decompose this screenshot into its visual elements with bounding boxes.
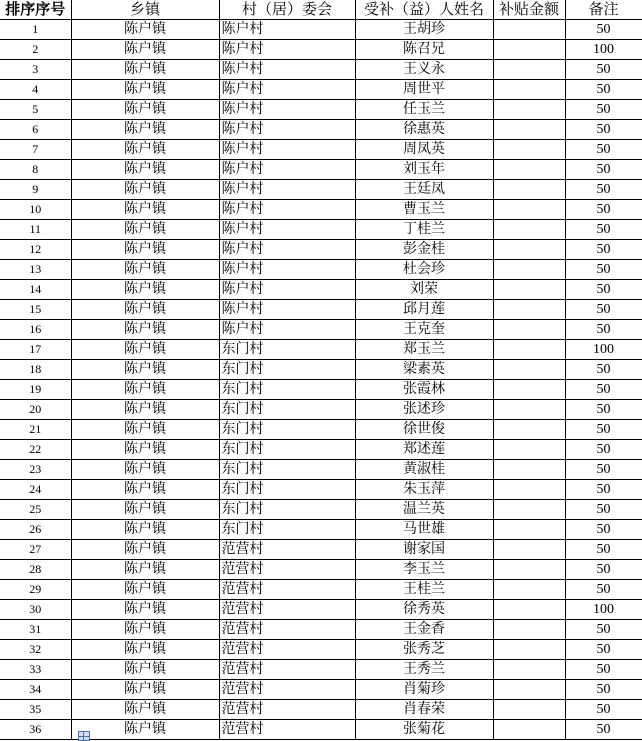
cell-town[interactable]: 陈户镇 [71,500,219,520]
cell-serial-number[interactable]: 21 [0,420,71,440]
cell-serial-number[interactable]: 30 [0,600,71,620]
cell-town[interactable]: 陈户镇 [71,380,219,400]
cell-village-committee[interactable]: 东门村 [219,400,355,420]
cell-serial-number[interactable]: 25 [0,500,71,520]
cell-subsidy-amount[interactable] [493,140,565,160]
cell-subsidy-amount[interactable] [493,580,565,600]
table-row [0,200,642,220]
cell-village-committee[interactable]: 范营村 [219,560,355,580]
cell-note[interactable]: 50 [565,700,642,720]
cell-subsidy-amount[interactable] [493,500,565,520]
cell-town[interactable]: 陈户镇 [71,460,219,480]
cell-recipient-name[interactable]: 王桂兰 [355,580,493,600]
cell-serial-number[interactable]: 15 [0,300,71,320]
cell-town[interactable]: 陈户镇 [71,440,219,460]
cell-town[interactable]: 陈户镇 [71,420,219,440]
cell-village-committee[interactable]: 陈户村 [219,280,355,300]
table-row [0,120,642,140]
cell-serial-number[interactable]: 29 [0,580,71,600]
cell-note[interactable]: 50 [565,500,642,520]
cell-note[interactable]: 50 [565,720,642,740]
cell-town[interactable]: 陈户镇 [71,280,219,300]
column-header-village-committee[interactable]: 村（居）委会 [219,0,355,20]
table-row [0,100,642,120]
cell-subsidy-amount[interactable] [493,640,565,660]
table-row [0,280,642,300]
cell-town[interactable]: 陈户镇 [71,60,219,80]
cell-subsidy-amount[interactable] [493,120,565,140]
cell-recipient-name[interactable]: 郑玉兰 [355,340,493,360]
cell-note[interactable]: 50 [565,80,642,100]
cell-recipient-name[interactable]: 郑述莲 [355,440,493,460]
cell-town[interactable]: 陈户镇 [71,360,219,380]
cell-note[interactable]: 100 [565,600,642,620]
cell-subsidy-amount[interactable] [493,700,565,720]
cell-recipient-name[interactable]: 邱月莲 [355,300,493,320]
cell-recipient-name[interactable]: 朱玉萍 [355,480,493,500]
header-row [0,0,642,20]
cell-subsidy-amount[interactable] [493,80,565,100]
table-row [0,600,642,620]
table-row [0,520,642,540]
cell-subsidy-amount[interactable] [493,660,565,680]
cell-serial-number[interactable]: 5 [0,100,71,120]
cell-note[interactable]: 50 [565,260,642,280]
cell-subsidy-amount[interactable] [493,160,565,180]
cell-village-committee[interactable]: 东门村 [219,480,355,500]
cell-subsidy-amount[interactable] [493,680,565,700]
cell-subsidy-amount[interactable] [493,420,565,440]
cell-serial-number[interactable]: 6 [0,120,71,140]
cell-note[interactable]: 50 [565,440,642,460]
cell-serial-number[interactable]: 10 [0,200,71,220]
cell-town[interactable]: 陈户镇 [71,480,219,500]
cell-serial-number[interactable]: 1 [0,20,71,40]
cell-note[interactable]: 50 [565,640,642,660]
cell-village-committee[interactable]: 陈户村 [219,160,355,180]
cell-note[interactable]: 50 [565,560,642,580]
table-row [0,380,642,400]
table-row [0,620,642,640]
table-row [0,300,642,320]
cell-recipient-name[interactable]: 徐秀英 [355,600,493,620]
table-row [0,560,642,580]
table-row [0,180,642,200]
cell-town[interactable]: 陈户镇 [71,160,219,180]
cell-serial-number[interactable]: 27 [0,540,71,560]
table-row [0,140,642,160]
cell-serial-number[interactable]: 36 [0,720,71,740]
column-header-subsidy-amount[interactable]: 补贴金额 [493,0,565,20]
cell-serial-number[interactable]: 8 [0,160,71,180]
cell-note[interactable]: 50 [565,220,642,240]
cell-recipient-name[interactable]: 彭金桂 [355,240,493,260]
cell-note[interactable]: 50 [565,380,642,400]
cell-subsidy-amount[interactable] [493,540,565,560]
cell-town[interactable]: 陈户镇 [71,300,219,320]
cell-town[interactable]: 陈户镇 [71,80,219,100]
cell-town[interactable]: 陈户镇 [71,240,219,260]
cell-recipient-name[interactable]: 张述珍 [355,400,493,420]
cell-note[interactable]: 50 [565,400,642,420]
cell-village-committee[interactable]: 陈户村 [219,240,355,260]
cell-town[interactable]: 陈户镇 [71,200,219,220]
cell-village-committee[interactable]: 东门村 [219,440,355,460]
table-row [0,60,642,80]
cell-subsidy-amount[interactable] [493,180,565,200]
cell-village-committee[interactable]: 陈户村 [219,220,355,240]
cell-note[interactable]: 50 [565,160,642,180]
cell-note[interactable]: 50 [565,540,642,560]
table-row [0,260,642,280]
cell-village-committee[interactable]: 范营村 [219,640,355,660]
cell-village-committee[interactable]: 东门村 [219,380,355,400]
cell-recipient-name[interactable]: 刘荣 [355,280,493,300]
cell-town[interactable]: 陈户镇 [71,140,219,160]
cell-serial-number[interactable]: 4 [0,80,71,100]
cell-recipient-name[interactable]: 温兰英 [355,500,493,520]
cell-village-committee[interactable]: 陈户村 [219,40,355,60]
cell-town[interactable]: 陈户镇 [71,100,219,120]
cell-note[interactable]: 50 [565,360,642,380]
cell-village-committee[interactable]: 范营村 [219,660,355,680]
cell-note[interactable]: 50 [565,200,642,220]
cell-subsidy-amount[interactable] [493,60,565,80]
cell-note[interactable]: 50 [565,620,642,640]
cell-note[interactable]: 50 [565,180,642,200]
cell-recipient-name[interactable]: 张秀芝 [355,640,493,660]
cell-subsidy-amount[interactable] [493,440,565,460]
cell-serial-number[interactable]: 12 [0,240,71,260]
cell-village-committee[interactable]: 陈户村 [219,140,355,160]
cell-town[interactable]: 陈户镇 [71,680,219,700]
cell-subsidy-amount[interactable] [493,260,565,280]
cell-recipient-name[interactable]: 马世雄 [355,520,493,540]
cell-note[interactable]: 50 [565,280,642,300]
table-row [0,220,642,240]
cell-serial-number[interactable]: 2 [0,40,71,60]
cell-note[interactable]: 100 [565,40,642,60]
cell-subsidy-amount[interactable] [493,720,565,740]
cell-town[interactable]: 陈户镇 [71,520,219,540]
cell-recipient-name[interactable]: 王义永 [355,60,493,80]
cell-subsidy-amount[interactable] [493,100,565,120]
cell-serial-number[interactable]: 35 [0,700,71,720]
cell-village-committee[interactable]: 陈户村 [219,320,355,340]
cell-serial-number[interactable]: 18 [0,360,71,380]
cell-note[interactable]: 50 [565,320,642,340]
cell-recipient-name[interactable]: 谢家国 [355,540,493,560]
column-header-recipient-name[interactable]: 受补（益）人姓名 [355,0,493,20]
table-row [0,540,642,560]
cell-town[interactable]: 陈户镇 [71,20,219,40]
table-row [0,680,642,700]
table-row [0,340,642,360]
cell-note[interactable]: 50 [565,680,642,700]
cell-recipient-name[interactable]: 徐惠英 [355,120,493,140]
cell-town[interactable]: 陈户镇 [71,40,219,60]
cell-recipient-name[interactable]: 张菊花 [355,720,493,740]
cell-serial-number[interactable]: 13 [0,260,71,280]
cell-village-committee[interactable]: 陈户村 [219,20,355,40]
cell-serial-number[interactable]: 22 [0,440,71,460]
cell-note[interactable]: 50 [565,580,642,600]
cell-town[interactable]: 陈户镇 [71,720,219,740]
cell-village-committee[interactable]: 东门村 [219,420,355,440]
cell-recipient-name[interactable]: 周凤英 [355,140,493,160]
table-row [0,20,642,40]
cell-subsidy-amount[interactable] [493,400,565,420]
cell-town[interactable]: 陈户镇 [71,540,219,560]
cell-subsidy-amount[interactable] [493,200,565,220]
table-row [0,580,642,600]
cell-subsidy-amount[interactable] [493,360,565,380]
cell-note[interactable]: 50 [565,240,642,260]
cell-town[interactable]: 陈户镇 [71,580,219,600]
cell-serial-number[interactable]: 16 [0,320,71,340]
cell-village-committee[interactable]: 陈户村 [219,300,355,320]
cell-town[interactable]: 陈户镇 [71,600,219,620]
cell-recipient-name[interactable]: 任玉兰 [355,100,493,120]
cell-note[interactable]: 50 [565,520,642,540]
cell-serial-number[interactable]: 26 [0,520,71,540]
cell-recipient-name[interactable]: 曹玉兰 [355,200,493,220]
cell-note[interactable]: 50 [565,480,642,500]
cell-recipient-name[interactable]: 王秀兰 [355,660,493,680]
cell-subsidy-amount[interactable] [493,460,565,480]
cell-note[interactable]: 50 [565,100,642,120]
cell-serial-number[interactable]: 20 [0,400,71,420]
cell-recipient-name[interactable]: 刘玉年 [355,160,493,180]
cell-serial-number[interactable]: 34 [0,680,71,700]
cell-town[interactable]: 陈户镇 [71,180,219,200]
cell-village-committee[interactable]: 范营村 [219,540,355,560]
cell-recipient-name[interactable]: 黄淑桂 [355,460,493,480]
table-row [0,320,642,340]
table-row [0,40,642,60]
cell-note[interactable]: 50 [565,660,642,680]
cell-serial-number[interactable]: 7 [0,140,71,160]
column-header-town[interactable]: 乡镇 [71,0,219,20]
table-row [0,640,642,660]
cell-recipient-name[interactable]: 丁桂兰 [355,220,493,240]
cell-serial-number[interactable]: 14 [0,280,71,300]
cell-town[interactable]: 陈户镇 [71,260,219,280]
cell-serial-number[interactable]: 32 [0,640,71,660]
cell-recipient-name[interactable]: 梁素英 [355,360,493,380]
cell-subsidy-amount[interactable] [493,380,565,400]
cell-note[interactable]: 50 [565,60,642,80]
cell-serial-number[interactable]: 24 [0,480,71,500]
cell-serial-number[interactable]: 3 [0,60,71,80]
cell-recipient-name[interactable]: 王胡珍 [355,20,493,40]
column-header-serial-number[interactable]: 排序序号 [0,0,71,20]
cell-note[interactable]: 100 [565,340,642,360]
cell-town[interactable]: 陈户镇 [71,400,219,420]
cell-village-committee[interactable]: 陈户村 [219,180,355,200]
cell-village-committee[interactable]: 范营村 [219,580,355,600]
cell-note[interactable]: 50 [565,20,642,40]
cell-town[interactable]: 陈户镇 [71,560,219,580]
table-row [0,400,642,420]
cell-recipient-name[interactable]: 王金香 [355,620,493,640]
table-row [0,720,642,740]
table-row [0,500,642,520]
cell-recipient-name[interactable]: 杜会珍 [355,260,493,280]
cell-note[interactable]: 50 [565,420,642,440]
cell-subsidy-amount[interactable] [493,600,565,620]
table-row [0,160,642,180]
column-header-note[interactable]: 备注 [565,0,642,20]
cell-village-committee[interactable]: 陈户村 [219,100,355,120]
cell-village-committee[interactable]: 陈户村 [219,260,355,280]
cell-village-committee[interactable]: 陈户村 [219,60,355,80]
cell-subsidy-amount[interactable] [493,300,565,320]
table-row [0,480,642,500]
cell-town[interactable]: 陈户镇 [71,340,219,360]
cell-town[interactable]: 陈户镇 [71,220,219,240]
cell-village-committee[interactable]: 范营村 [219,680,355,700]
cell-town[interactable]: 陈户镇 [71,120,219,140]
cell-village-committee[interactable]: 东门村 [219,460,355,480]
cell-serial-number[interactable]: 9 [0,180,71,200]
cell-town[interactable]: 陈户镇 [71,620,219,640]
cell-town[interactable]: 陈户镇 [71,640,219,660]
table-row [0,240,642,260]
cell-recipient-name[interactable]: 肖菊珍 [355,680,493,700]
cell-village-committee[interactable]: 东门村 [219,360,355,380]
cell-serial-number[interactable]: 28 [0,560,71,580]
table-row [0,460,642,480]
cell-note[interactable]: 50 [565,460,642,480]
table-row [0,360,642,380]
cell-subsidy-amount[interactable] [493,240,565,260]
cell-subsidy-amount[interactable] [493,620,565,640]
cell-subsidy-amount[interactable] [493,280,565,300]
cell-subsidy-amount[interactable] [493,40,565,60]
cell-village-committee[interactable]: 陈户村 [219,80,355,100]
cell-subsidy-amount[interactable] [493,220,565,240]
cell-serial-number[interactable]: 23 [0,460,71,480]
cell-note[interactable]: 50 [565,120,642,140]
cell-village-committee[interactable]: 范营村 [219,720,355,740]
cell-serial-number[interactable]: 19 [0,380,71,400]
cell-recipient-name[interactable]: 陈召兄 [355,40,493,60]
paste-options-grid-icon[interactable] [78,731,90,741]
cell-subsidy-amount[interactable] [493,320,565,340]
cell-serial-number[interactable]: 11 [0,220,71,240]
cell-subsidy-amount[interactable] [493,20,565,40]
cell-village-committee[interactable]: 范营村 [219,600,355,620]
cell-note[interactable]: 50 [565,300,642,320]
cell-subsidy-amount[interactable] [493,520,565,540]
table-header [0,0,642,20]
cell-recipient-name[interactable]: 张霞林 [355,380,493,400]
cell-village-committee[interactable]: 东门村 [219,500,355,520]
cell-village-committee[interactable]: 陈户村 [219,120,355,140]
cell-note[interactable]: 50 [565,140,642,160]
table-row [0,80,642,100]
cell-town[interactable]: 陈户镇 [71,320,219,340]
cell-serial-number[interactable]: 17 [0,340,71,360]
table-row [0,700,642,720]
cell-village-committee[interactable]: 范营村 [219,700,355,720]
cell-recipient-name[interactable]: 周世平 [355,80,493,100]
cell-village-committee[interactable]: 东门村 [219,520,355,540]
cell-recipient-name[interactable]: 肖春荣 [355,700,493,720]
cell-village-committee[interactable]: 范营村 [219,620,355,640]
cell-village-committee[interactable]: 东门村 [219,340,355,360]
cell-recipient-name[interactable]: 李玉兰 [355,560,493,580]
cell-town[interactable]: 陈户镇 [71,700,219,720]
cell-serial-number[interactable]: 31 [0,620,71,640]
table-row [0,420,642,440]
cell-subsidy-amount[interactable] [493,340,565,360]
cell-subsidy-amount[interactable] [493,560,565,580]
cell-recipient-name[interactable]: 王廷凤 [355,180,493,200]
cell-subsidy-amount[interactable] [493,480,565,500]
cell-town[interactable]: 陈户镇 [71,660,219,680]
cell-village-committee[interactable]: 陈户村 [219,200,355,220]
table-body [0,20,642,740]
cell-serial-number[interactable]: 33 [0,660,71,680]
table-row [0,440,642,460]
table-row [0,660,642,680]
cell-recipient-name[interactable]: 王克奎 [355,320,493,340]
cell-recipient-name[interactable]: 徐世俊 [355,420,493,440]
